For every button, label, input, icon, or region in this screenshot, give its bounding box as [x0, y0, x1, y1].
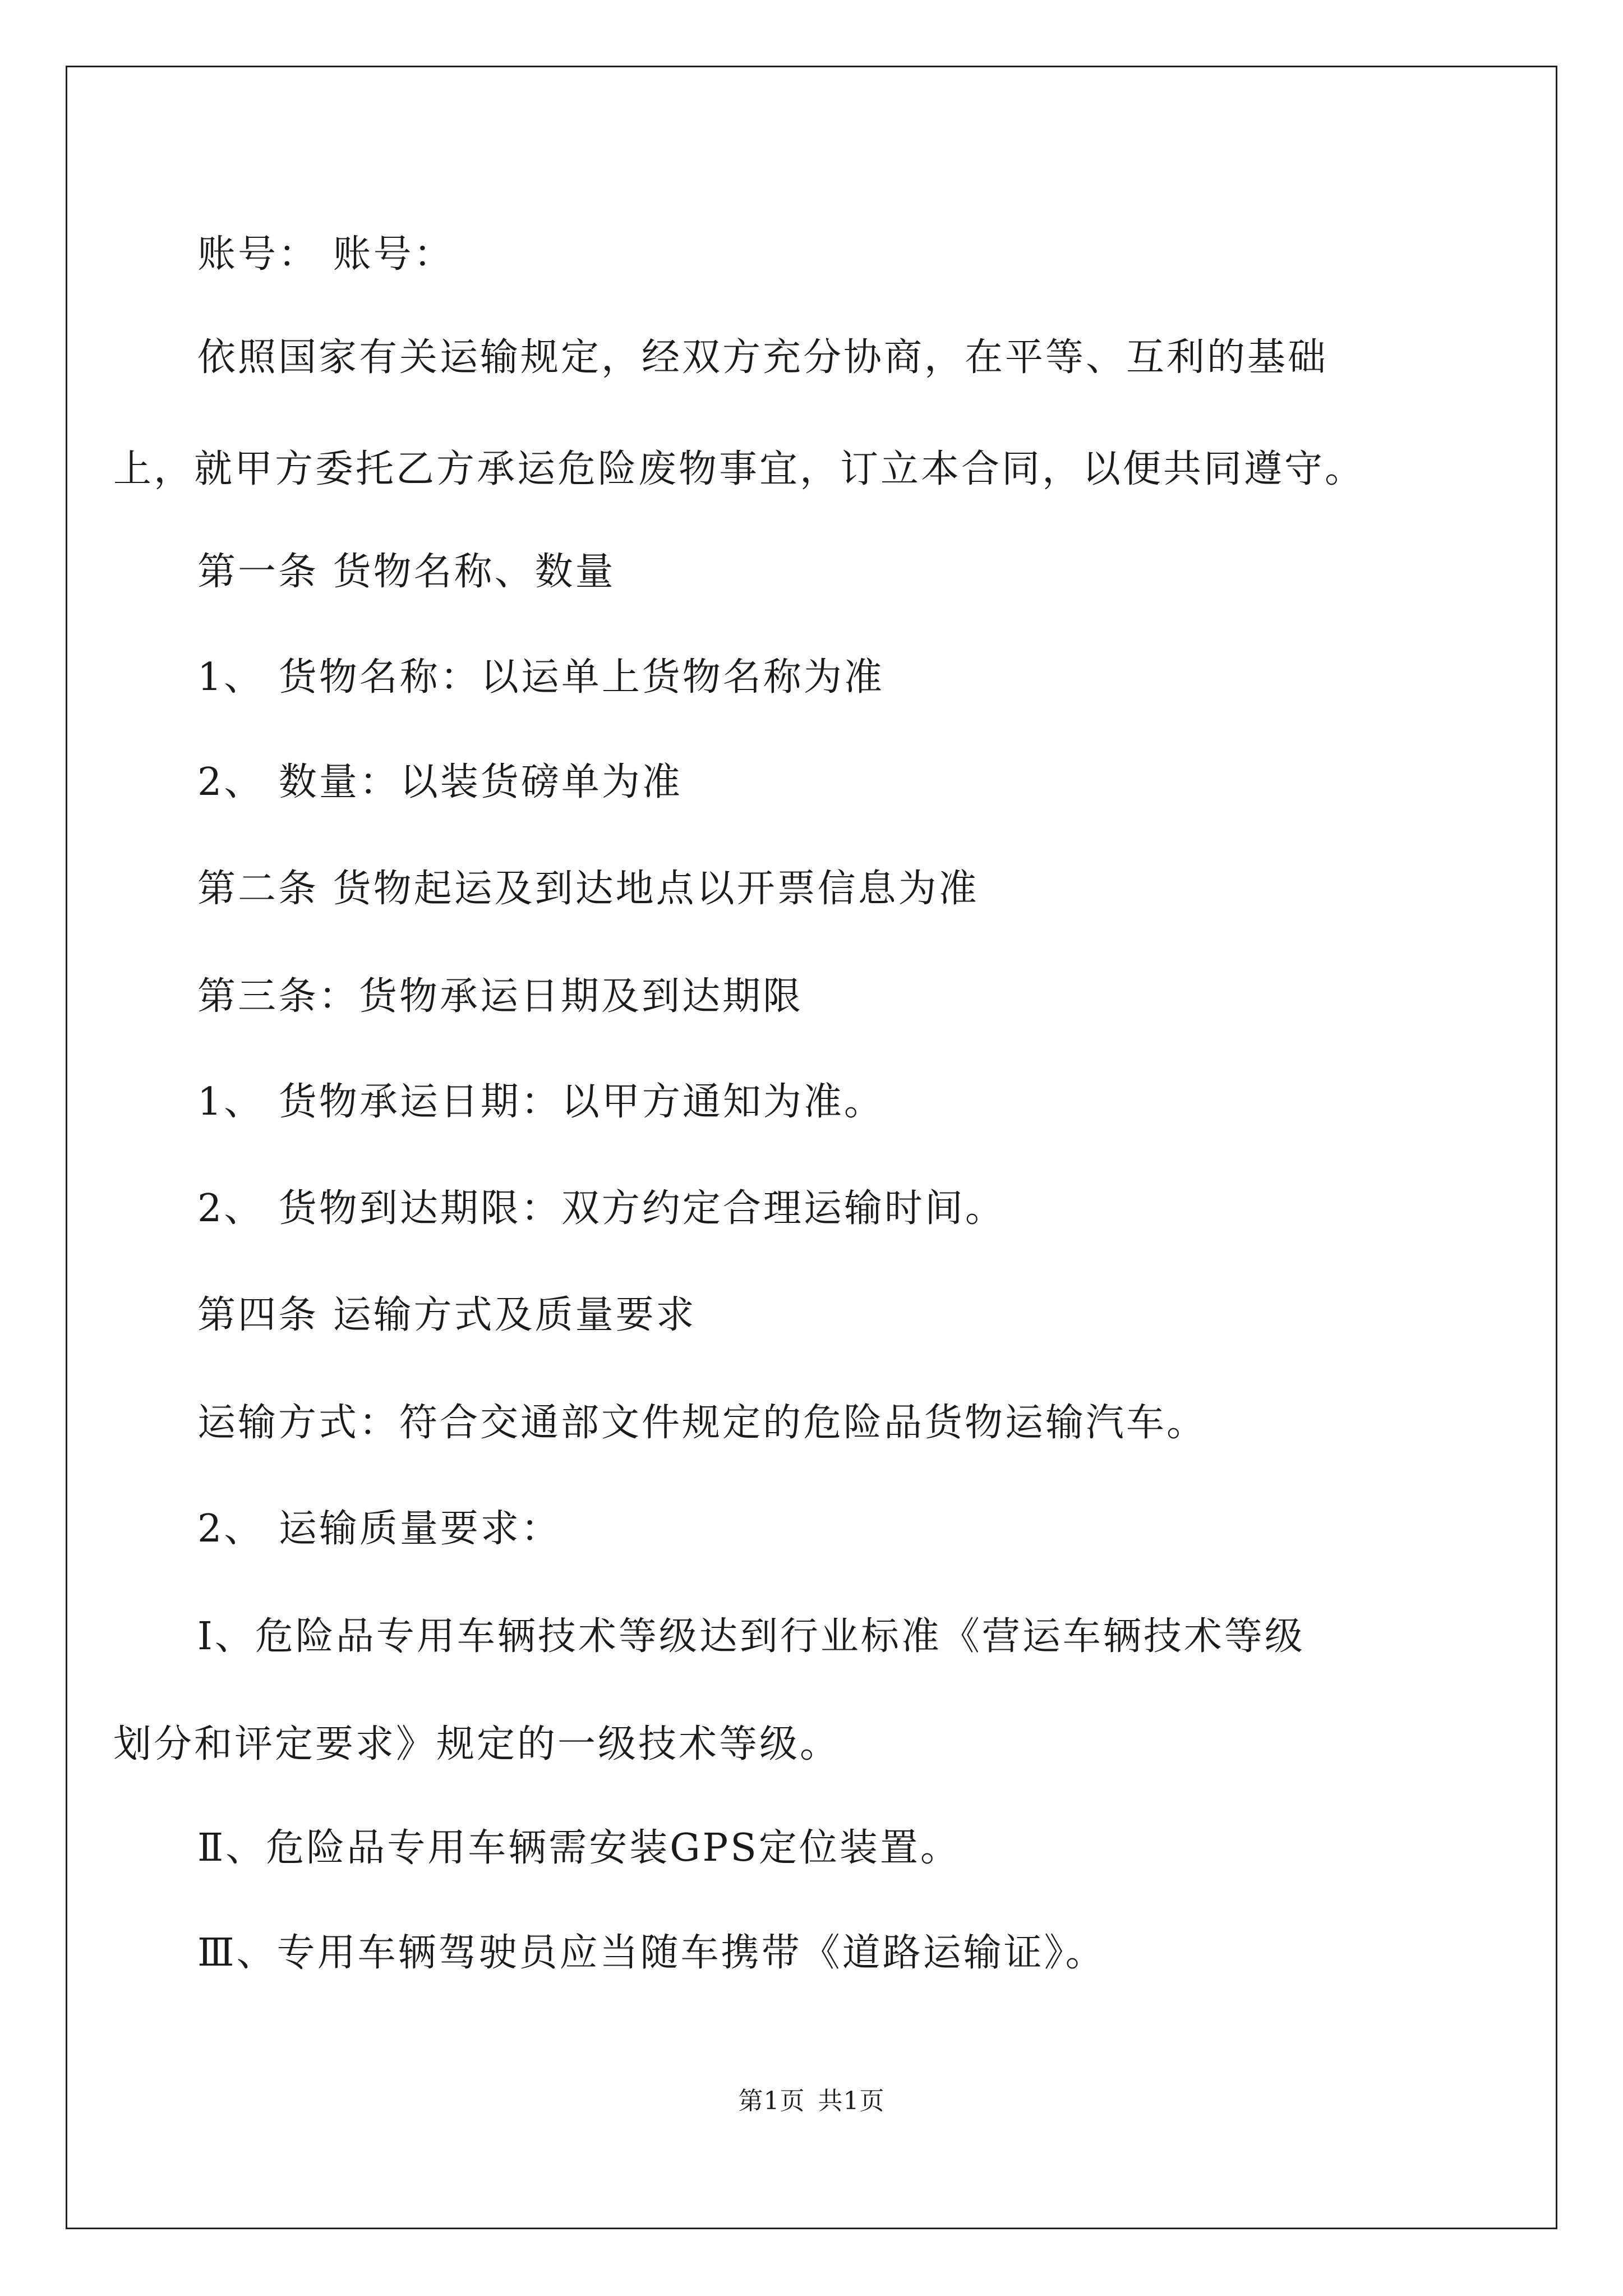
sub-item-continued: 划分和评定要求》规定的一级技术等级。: [113, 1722, 841, 1766]
article-heading: 第三条：货物承运日期及到达期限: [197, 974, 804, 1019]
paragraph-line: 依照国家有关运输规定，经双方充分协商，在平等、互利的基础: [197, 335, 1329, 380]
list-item: 1、 货物承运日期：以甲方通知为准。: [197, 1080, 884, 1124]
list-item: 2、 数量：以装货磅单为准: [197, 760, 683, 804]
paragraph-line: 上，就甲方委托乙方承运危险废物事宜，订立本合同，以便共同遵守。: [113, 447, 1366, 491]
paragraph-line: 运输方式：符合交通部文件规定的危险品货物运输汽车。: [197, 1401, 1207, 1445]
list-item: 2、 货物到达期限：双方约定合理运输时间。: [197, 1186, 1006, 1231]
sub-item: Ⅲ、专用车辆驾驶员应当随车携带《道路运输证》。: [197, 1931, 1106, 1975]
page-border: [66, 66, 1557, 2229]
page-total: 共1页: [818, 2087, 885, 2115]
page-footer: [0, 2086, 1623, 2117]
article-heading: 第四条 运输方式及质量要求: [197, 1293, 697, 1337]
page-number: 第1页: [738, 2087, 805, 2115]
sub-item: Ⅰ、危险品专用车辆技术等级达到行业标准《营运车辆技术等级: [197, 1614, 1305, 1659]
list-item: 1、 货物名称：以运单上货物名称为准: [197, 655, 884, 700]
account-line: 账号： 账号：: [197, 232, 454, 277]
sub-item: Ⅱ、危险品专用车辆需安装GPS定位装置。: [197, 1826, 961, 1870]
list-item: 2、 运输质量要求：: [197, 1507, 561, 1551]
article-heading: 第一条 货物名称、数量: [197, 550, 616, 594]
article-heading: 第二条 货物起运及到达地点以开票信息为准: [197, 867, 979, 911]
